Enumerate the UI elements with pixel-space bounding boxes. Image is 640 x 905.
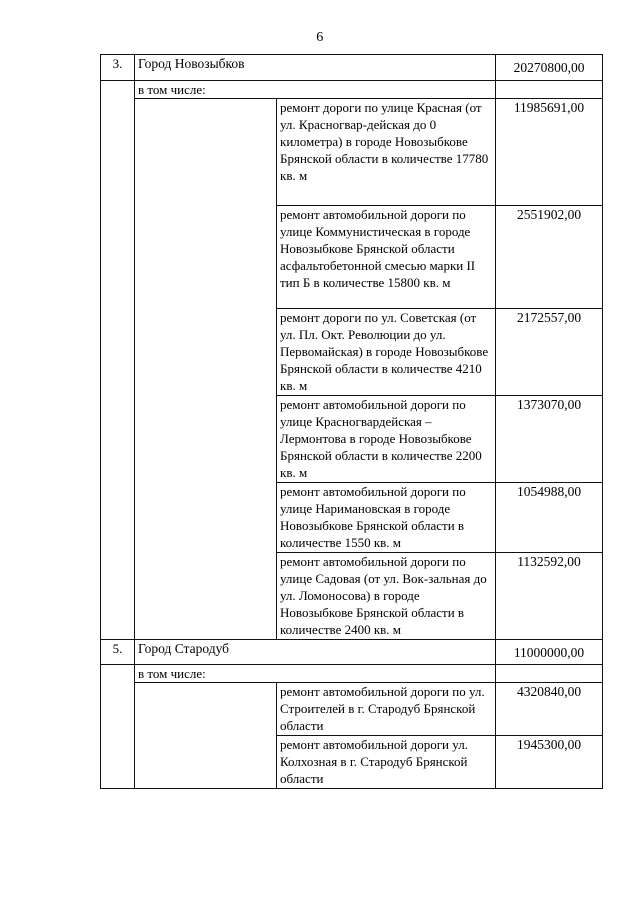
section-number: 5. bbox=[101, 640, 135, 665]
item-description: ремонт автомобильной дороги ул. Колхозная в г. Стародуб Брянской области bbox=[277, 736, 496, 789]
item-amount: 4320840,00 bbox=[496, 683, 603, 736]
item-row bbox=[101, 683, 603, 736]
section-total: 11000000,00 bbox=[496, 640, 603, 665]
item-description: ремонт автомобильной дороги по улице Коммунистическая в городе Новозыбкове Брянской области асфальтобетонной смесью марки II тип Б в количестве 15800 кв. м bbox=[277, 206, 496, 309]
section-header-row bbox=[101, 640, 603, 665]
including-label: в том числе: bbox=[135, 81, 496, 99]
item-amount: 1945300,00 bbox=[496, 736, 603, 789]
item-amount: 11985691,00 bbox=[496, 99, 603, 206]
section-number: 3. bbox=[101, 55, 135, 81]
including-row bbox=[101, 81, 603, 99]
empty-cell bbox=[135, 99, 277, 640]
item-description: ремонт автомобильной дороги по улице Наримановская в городе Новозыбкове Брянской области в количестве 1550 кв. м bbox=[277, 483, 496, 553]
item-amount: 1373070,00 bbox=[496, 396, 603, 483]
item-amount: 2551902,00 bbox=[496, 206, 603, 309]
empty-cell bbox=[101, 81, 135, 640]
item-row bbox=[101, 99, 603, 206]
item-description: ремонт дороги по улице Красная (от ул. Красногвар-дейская до 0 километра) в городе Новозыбкове Брянской области в количестве 17780 кв. м bbox=[277, 99, 496, 206]
empty-cell bbox=[496, 81, 603, 99]
budget-table bbox=[100, 54, 603, 789]
empty-cell bbox=[135, 683, 277, 789]
item-description: ремонт автомобильной дороги по улице Красногвардейская – Лермонтова в городе Новозыбкове Брянской области в количестве 2200 кв. м bbox=[277, 396, 496, 483]
page-number: 6 bbox=[316, 30, 324, 45]
item-amount: 2172557,00 bbox=[496, 309, 603, 396]
item-description: ремонт автомобильной дороги по ул. Строителей в г. Стародуб Брянской области bbox=[277, 683, 496, 736]
section-total: 20270800,00 bbox=[496, 55, 603, 81]
city-name: Город Новозыбков bbox=[135, 55, 496, 81]
item-amount: 1054988,00 bbox=[496, 483, 603, 553]
including-row bbox=[101, 665, 603, 683]
empty-cell bbox=[101, 665, 135, 789]
item-amount: 1132592,00 bbox=[496, 553, 603, 640]
city-name: Город Стародуб bbox=[135, 640, 496, 665]
section-header-row bbox=[101, 55, 603, 81]
including-label: в том числе: bbox=[135, 665, 496, 683]
item-description: ремонт автомобильной дороги по улице Садовая (от ул. Вок-зальная до ул. Ломоносова) в городе Новозыбкове Брянской области в количестве 2400 кв. м bbox=[277, 553, 496, 640]
empty-cell bbox=[496, 665, 603, 683]
item-description: ремонт дороги по ул. Советская (от ул. Пл. Окт. Революции до ул. Первомайская) в городе Новозыбкове Брянской области в количестве 4210 кв. м bbox=[277, 309, 496, 396]
